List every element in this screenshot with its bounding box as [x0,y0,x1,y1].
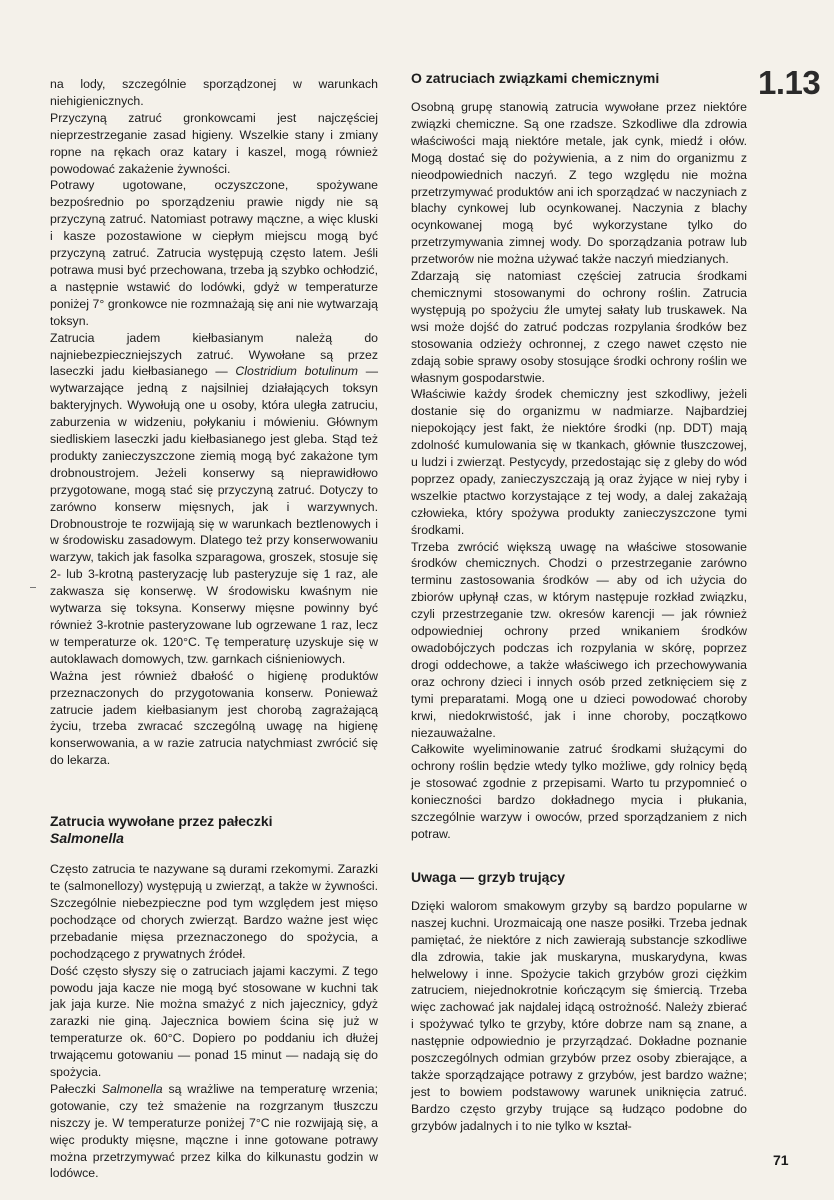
latin-name: Salmonella [101,1081,163,1096]
latin-name: Clostridium botulinum [235,364,358,379]
paragraph: Trzeba zwrócić większą uwagę na właściwe stosowanie środków chemicznych. Chodzi o przestrzeganie zarówno terminu zastosowania środków — aby od ich użycia do zbiorów upłynął czas, w którym następuje rozkład związku, czyli przestrzeganie tzw. okresów karencji — jak również odpowiedniej ochrony przed wnikaniem środków owadobójczych podczas ich rozpylania w skórę, poprzez drogi oddechowe, a także właściwego ich przechowywania oraz ochrony dzieci i innych osób przed zetknięciem się z tymi preparatami. Mogą one u dzieci powodować choroby krwi, niedokrwistość, jak i inne choroby, początkowo niezauważalne. [411,539,747,740]
paragraph: Potrawy ugotowane, oczyszczone, spożywane bezpośrednio po sporządzeniu prawie nigdy nie są przyczyną zatruć. Natomiast potrawy mączne, a więc kluski i kasze pozostawione w ciepłym miejscu mogą być przyczyną zatruć. Zatrucia występują często latem. Jeśli potrawa musi być przechowana, trzeba ją szybko ochłodzić, a następnie wstawić do lodówki, gdyż w temperaturze poniżej 7° gronkowce nie rozmnażają się ani nie wytwarzają toksyn. [50,178,378,328]
heading-latin: Salmonella [50,830,124,847]
paragraph: Zdarzają się natomiast częściej zatrucia środkami chemicznymi stosowanymi do ochrony roślin. Zatrucia występują po spożyciu źle umytej sałaty lub truskawek. Na wsi może dojść do zatruć podczas rozpylania środków bez stosowania odzieży ochronnej, z czego nawet często nie zdają sobie sprawy osoby stosujące środki ochrony roślin we własnym gospodarstwie. [411,269,747,385]
text: Zatrucia jadem kiełbasianym należą do najniebezpieczniejszych zatruć. Wywołane są przez laseczki jadu kiełbasianego — [50,330,378,379]
text: Pałeczki [50,1081,102,1096]
paragraph: Przyczyną zatruć gronkowcami jest najczęściej nieprzestrzeganie zasad higieny. Wszelkie stany i zmiany ropne na rękach oraz katary i kaszel, mogą również powodować zakażenie żywności. [50,110,378,176]
paragraph: Osobną grupę stanowią zatrucia wywołane przez niektóre związki chemiczne. Są one rzadsze. Szkodliwe dla zdrowia właściwości mają niektóre metale, jak cynk, miedź i ołów. Mogą dostać się do pożywienia, a z nim do organizmu z nieodpowiednich naczyń. Z tego względu nie można przetrzymywać produktów ani ich sporządzać w naczyniach z blachy cynkowej lub ocynkowanej. Naczynia z blachy ocynkowanej mogą być wykorzystane tylko do przetrzymywania zimnej wody. Do sporządzania potraw lub przetworów nie można używać także naczyń miedzianych. [411,100,747,267]
paragraph [50,1081,378,1182]
section-heading: Uwaga — grzyb trujący [411,868,566,885]
paragraph: Właściwie każdy środek chemiczny jest szkodliwy, jeżeli dostanie się do organizmu w nadmiarze. Najbardziej niepokojący jest fakt, że niektóre środki (np. DDT) mają zdolność kumulowania się w tkankach, głównie tłuszczowej, u ludzi i zwierząt. Pestycydy, przedostając się z gleby do wód poprzez opady, zanieczyszczają ją oraz żyjące w niej ryby i wszelkie ptactwo korzystające z tej wody, a dalej zakażają człowieka, który spożywa produkty zanieczyszczone tymi środkami. [411,387,747,537]
section-number: 1.13 [758,64,821,101]
section-heading: O zatruciach związkami chemicznymi [411,70,660,86]
margin-mark [30,587,36,588]
paragraph: Dzięki walorom smakowym grzyby są bardzo popularne w naszej kuchni. Urozmaicają one nasze posiłki. Trzeba jednak pamiętać, że niektóre z nich zawierają substancje szkodliwe dla zdrowia, takie jak muskaryna, muskarydyna, kwas helwelowy i inne. Spożycie takich grzybów grozi ciężkim zatruciem, niejednokrotnie kończącym się śmiercią. Trzeba więc zachować jak najdalej idącą ostrożność. Należy zbierać i spożywać tylko te grzyby, które dobrze nam są znane, a następnie odpowiednio je przyrządzać. Dokładne poznanie poszczególnych odmian grzybów przez osoby zbierające, a także sporządzające potrawy z grzybów, jest bardzo ważne; jest to bowiem podstawowy warunek uniknięcia zatruć. Bardzo często grzyby trujące są łudząco podobne do grzybów jadalnych i to nie tylko w kształ- [411,898,747,1133]
paragraph: Ważna jest również dbałość o higienę produktów przeznaczonych do przygotowania konserw. Ponieważ zatrucie jadem kiełbasianym jest chorobą zagrażającą życiu, trzeba zwracać szczególną uwagę na higienę konserwowania, a w razie zatrucia natychmiast zwrócić się do lekarza. [50,668,378,768]
right-column [411,70,747,1135]
page-number: 71 [773,1152,789,1168]
paragraph: Dość często słyszy się o zatruciach jajami kaczymi. Z tego powodu jaja kacze nie mogą być stosowane w kuchni tak jak jaja kurze. Nie można smażyć z nich jajecznicy, gdyż zarazki nie giną. Jajecznica bowiem ścina się już w temperaturze ok. 60°C. Dopiero po poddaniu ich dłużej trwającemu gotowaniu — ponad 15 minut — nadają się do spożycia. [50,963,378,1080]
paragraph: Często zatrucia te nazywane są durami rzekomymi. Zarazki te (salmonellozy) występują u zwierząt, a także w żywności. Szczególnie niebezpieczne pod tym względem jest mięso pochodzące od chorych zwierząt. Bardzo ważne jest więc przebadanie mięsa przeznaczonego do spożycia, a pochodzącego z prywatnych źródeł. [50,862,378,961]
text: są wrażliwe na temperaturę wrzenia; gotowanie, czy też smażenie na rozgrzanym tłuszczu niszczy je. W temperaturze poniżej 7°C nie rozwijają się, a więc produkty mięsne, mączne i inne gotowane potrawy można przetrzymywać przez kilka do kilkunastu godzin w lodówce. [50,1081,378,1181]
left-column [50,76,378,1182]
text: — wytwarzające jedną z najsilniej działających toksyn bakteryjnych. Wywołują one u osoby, która uległa zatruciu, zaburzenia w widzeniu, połykaniu i mówieniu. Głównym siedliskiem laseczki jadu kiełbasianego jest gleba. Stąd też produkty zanieczyszczone ziemią mogą być zakażone tym drobnoustrojem. Jeżeli konserwy są nieprawidłowo przygotowane, mogą stać się przyczyną zatruć. Dotyczy to zarówno konserw mięsnych, jak i warzywnych. Drobnoustroje te rozwijają się w warunkach beztlenowych i w środowisku zasadowym. Dlatego też przy konserwowaniu warzyw, takich jak fasolka szparagowa, groszek, stosuje się 2- lub 3-krotną pasteryzację lub pasteryzuje się 1 raz, ale zakwasza się konserwę. W środowisku kwaśnym nie wytwarza się toksyna. Konserwy mięsne powinny być również 3-krotnie pasteryzowane lub ogrzewane 1 raz, lecz w temperaturze ok. 120°C. Tę temperaturę uzyskuje się w autoklawach domowych, tzw. garnkach ciśnieniowych. [50,364,378,666]
paragraph: Całkowite wyeliminowanie zatruć środkami służącymi do ochrony roślin będzie wtedy tylko możliwe, gdy rolnicy będą je stosować zgodnie z przepisami. Warto tu przypomnieć o konieczności bardzo dokładnego mycia i płukania, szczególnie warzyw i owoców, przed sporządzaniem z nich potraw. [411,742,747,841]
heading-text: Zatrucia wywołane przez pałeczki [50,813,273,830]
section-heading [50,813,378,847]
paragraph [50,330,378,668]
paragraph: na lody, szczególnie sporządzonej w warunkach niehigienicznych. [50,77,378,108]
